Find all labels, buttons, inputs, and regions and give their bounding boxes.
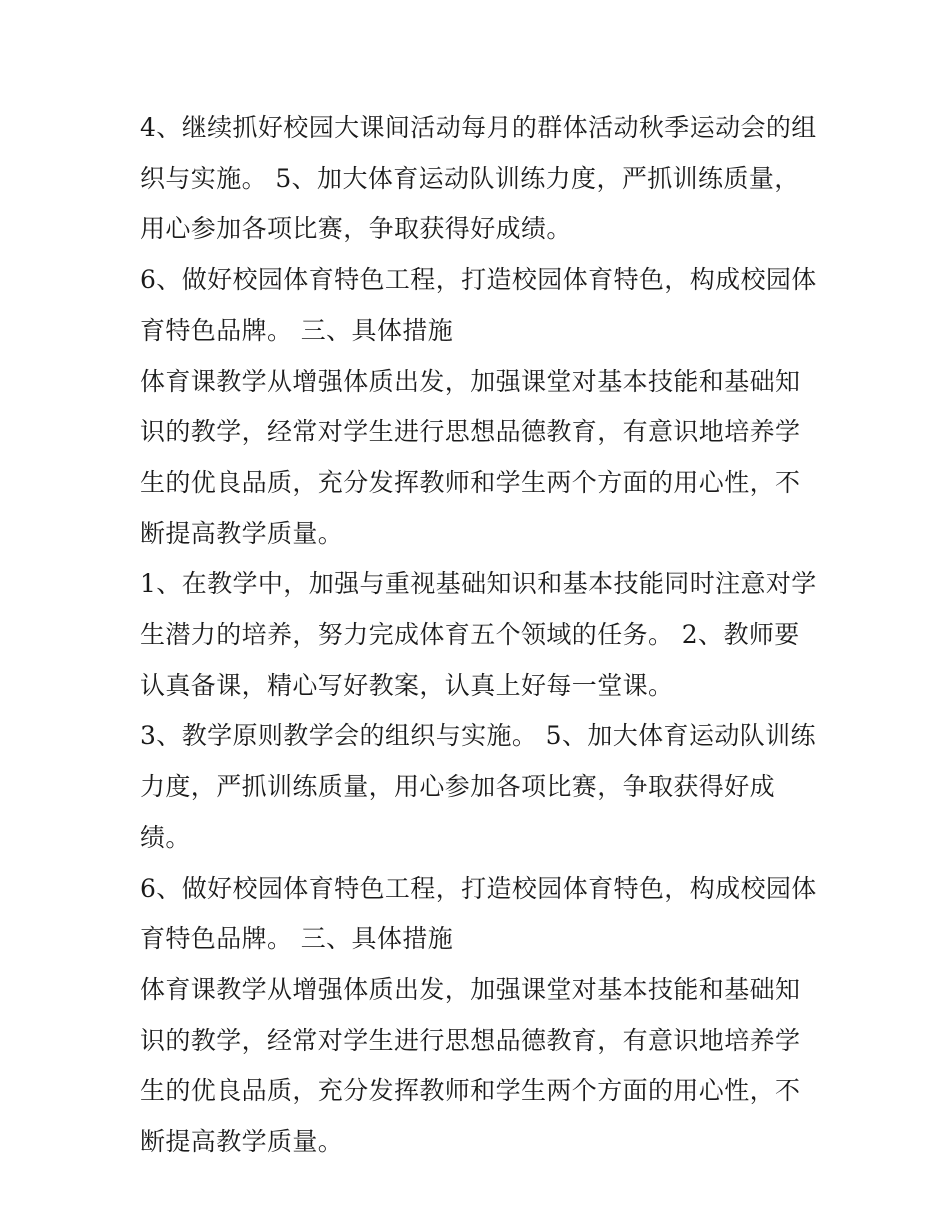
paragraph-2: 6、做好校园体育特色工程，打造校园体育特色，构成校园体育特色品牌。 三、具体措施 (140, 265, 817, 345)
paragraph-5: 3、教学原则教学会的组织与实施。 5、加大体育运动队训练力度，严抓训练质量，用心参加各项比赛，争取获得好成绩。 (140, 721, 816, 852)
paragraph-3: 体育课教学从增强体质出发，加强课堂对基本技能和基础知识的教学，经常对学生进行思想品德教育，有意识地培养学生的优良品质，充分发挥教师和学生两个方面的用心性，不断提高教学质量。 (140, 366, 801, 548)
paragraph-6: 6、做好校园体育特色工程，打造校园体育特色，构成校园体育特色品牌。 三、具体措施 (140, 873, 817, 954)
paragraph-7: 体育课教学从增强体质出发，加强课堂对基本技能和基础知识的教学，经常对学生进行思想品德教育，有意识地培养学生的优良品质，充分发挥教师和学生两个方面的用心性，不断提高教学质量。 (140, 974, 801, 1157)
document-body (140, 103, 820, 1168)
paragraph-4: 1、在教学中，加强与重视基础知识和基本技能同时注意对学生潜力的培养，努力完成体育五个领域的任务。 2、教师要认真备课，精心写好教案，认真上好每一堂课。 (140, 569, 817, 700)
paragraph-1: 4、继续抓好校园大课间活动每月的群体活动秋季运动会的组织与实施。 5、加大体育运动队训练力度，严抓训练质量，用心参加各项比赛，争取获得好成绩。 (140, 113, 817, 244)
